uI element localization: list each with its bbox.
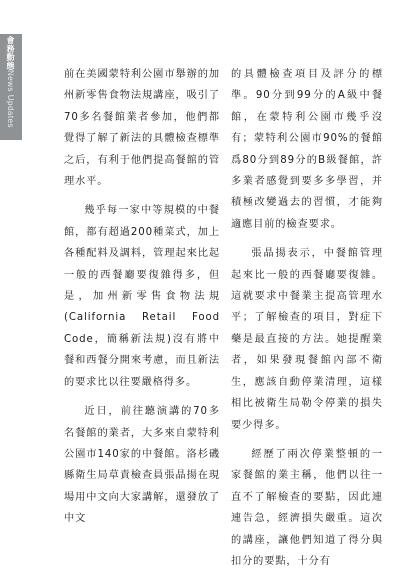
paragraph: 幾乎每一家中等規模的中餐館，都有超過200種菜式，加上各種配料及調料，管理起來比起一般的西餐廳要復雜得多，但是，加州新零售食物法規(California Retail Food Code，簡稱新法規)沒有將中餐和西餐分開來考慮，而且新法的要求比以往要嚴格得多。 — [64, 205, 220, 388]
paragraph: 近日，前往聽演講的70多名餐館的業者，大多來自蒙特利公園市140家的中餐館。洛杉磯縣衛生局草責檢查員張晶揚在現場用中文向大家講解，還發放了中文 — [64, 406, 220, 525]
section-label — [3, 36, 18, 128]
section-label-zh: 會務動態 — [6, 36, 15, 70]
section-label-en: News Updates — [6, 70, 15, 129]
left-column — [64, 64, 220, 538]
paragraph: 前在美國蒙特利公園市舉辦的加州新零售食物法規講座，吸引了70多名餐館業者參加，他們都覺得了解了新法的具體檢查標準之后，有利于他們提高餐館的管理水平。 — [64, 69, 220, 188]
paragraph: 的具體檢查項目及評分的標準。90分到99分的A級中餐館，在蒙特利公園市幾乎沒有；蒙特利公園市90%的餐館爲80分到89分的B級餐館，許多業者感覺到要多多學習，并積極改變過去的習慣，才能夠適應目前的檢查要求。 — [231, 69, 383, 230]
right-column — [231, 64, 383, 580]
paragraph: 經歷了兩次停業整頓的一家餐館的業主稱，他們以往一直不了解檢查的要點，因此連連告急，經濟損失嚴重。這次的講座，讓他們知道了得分與扣分的要點，十分有 — [231, 448, 383, 567]
section-sidebar — [0, 0, 22, 569]
paragraph: 張晶揚表示，中餐館管理起來比一般的西餐廳要復雜。這就要求中餐業主提高管理水平；了解檢查的項目，對症下藥是最直接的方法。她提醒業者，如果發現餐館內部不衛生，應該自動停業清理，這樣相比被衛生局勒令停業的損失要少得多。 — [231, 248, 383, 431]
